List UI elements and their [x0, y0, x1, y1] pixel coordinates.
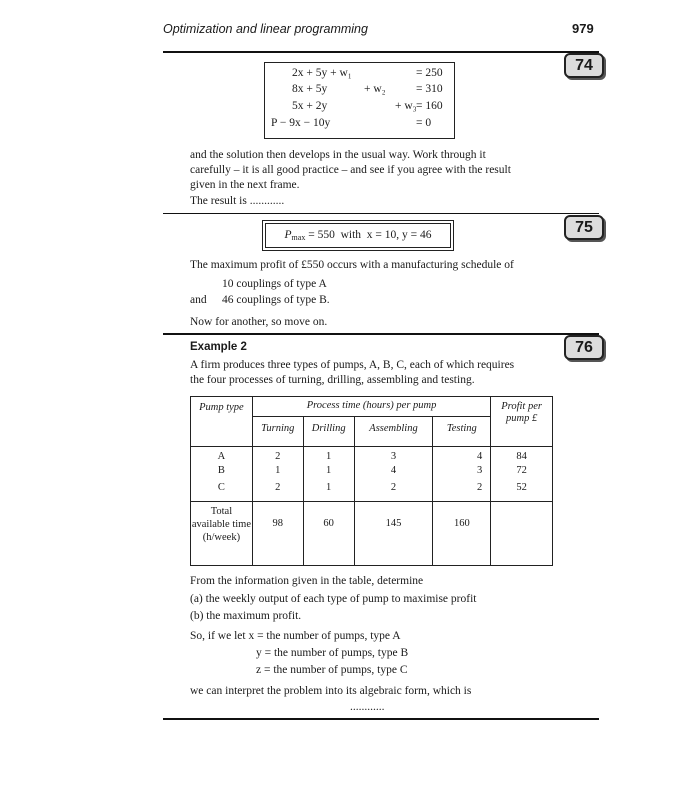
- profit-cell: 72: [491, 465, 553, 482]
- paragraph-line: given in the next frame.: [190, 179, 300, 191]
- pump-type-cell: A: [191, 447, 253, 465]
- pump-type-cell: B: [191, 465, 253, 482]
- total-available-label: Total available time (h/week): [191, 502, 253, 566]
- result-p: P: [284, 229, 292, 241]
- equation-2-slack: + w₂: [364, 83, 386, 95]
- testing-cell: 3: [433, 465, 491, 482]
- process-time-table: [190, 396, 553, 566]
- equation-1-lhs: 2x + 5y + w₁: [292, 67, 352, 79]
- assembling-cell: 3: [354, 447, 433, 465]
- profit-cell: 52: [491, 482, 553, 502]
- intro-line: the four processes of turning, drilling, assembling and testing.: [190, 374, 475, 386]
- header-turning: Turning: [252, 417, 303, 447]
- equation-4-lhs: P − 9x − 10y: [271, 117, 331, 129]
- schedule-line: The maximum profit of £550 occurs with a manufacturing schedule of: [190, 259, 514, 271]
- frame-divider-74: [163, 51, 599, 53]
- schedule-item-a: 10 couplings of type A: [222, 278, 327, 290]
- table-row: [191, 447, 553, 465]
- paragraph-line: and the solution then develops in the usual way. Work through it: [190, 149, 486, 161]
- move-on-line: Now for another, so move on.: [190, 316, 328, 328]
- total-profit-empty: [491, 502, 553, 566]
- frame-divider-76: [163, 333, 599, 335]
- testing-cell: 4: [433, 447, 491, 465]
- let-y: y = the number of pumps, type B: [256, 647, 409, 659]
- total-drilling: 60: [303, 502, 354, 566]
- drilling-cell: 1: [303, 465, 354, 482]
- page-number: 979: [572, 21, 594, 36]
- intro-line: A firm produces three types of pumps, A, B, C, each of which requires: [190, 359, 515, 371]
- equation-4-rhs: = 0: [416, 117, 432, 129]
- header-pump-type: Pump type: [191, 397, 253, 447]
- frame-end-divider: [163, 718, 599, 720]
- header-profit: Profit per pump £: [491, 397, 553, 447]
- profit-cell: 84: [491, 447, 553, 465]
- let-x: So, if we let x = the number of pumps, type A: [190, 630, 401, 642]
- let-z: z = the number of pumps, type C: [256, 664, 408, 676]
- equation-3-slack: + w₃: [395, 100, 417, 112]
- frame-badge-76: 76: [564, 335, 604, 360]
- running-header-title: Optimization and linear programming: [163, 22, 368, 36]
- turning-cell: 2: [252, 447, 303, 465]
- part-a: (a) the weekly output of each type of pump to maximise profit: [190, 593, 477, 605]
- assembling-cell: 2: [354, 482, 433, 502]
- answer-dots: ............: [350, 701, 385, 713]
- determine-line: From the information given in the table, determine: [190, 575, 424, 587]
- drilling-cell: 1: [303, 447, 354, 465]
- result-prompt: The result is ............: [190, 195, 285, 207]
- totals-row: [191, 502, 553, 566]
- assembling-cell: 4: [354, 465, 433, 482]
- and-word: and: [190, 294, 207, 306]
- turning-cell: 1: [252, 465, 303, 482]
- testing-cell: 2: [433, 482, 491, 502]
- total-assembling: 145: [354, 502, 433, 566]
- total-turning: 98: [252, 502, 303, 566]
- frame-divider-75: [163, 213, 599, 214]
- equation-2-lhs: 8x + 5y: [292, 83, 328, 95]
- header-assembling: Assembling: [354, 417, 433, 447]
- total-testing: 160: [433, 502, 491, 566]
- header-testing: Testing: [433, 417, 491, 447]
- pump-type-cell: C: [191, 482, 253, 502]
- example-title: Example 2: [190, 341, 247, 353]
- schedule-item-b: 46 couplings of type B.: [222, 294, 330, 306]
- equation-2-rhs: = 310: [416, 83, 443, 95]
- drilling-cell: 1: [303, 482, 354, 502]
- table-row: [191, 482, 553, 502]
- header-process-time: Process time (hours) per pump: [252, 397, 490, 417]
- equation-3-rhs: = 160: [416, 100, 443, 112]
- table-row: [191, 465, 553, 482]
- frame-badge-75: 75: [564, 215, 604, 240]
- interpret-line: we can interpret the problem into its algebraic form, which is: [190, 685, 472, 697]
- equation-box: [264, 62, 455, 139]
- part-b: (b) the maximum profit.: [190, 610, 302, 622]
- frame-badge-74: 74: [564, 53, 604, 78]
- result-subscript: max: [291, 233, 306, 242]
- equation-3-lhs: 5x + 2y: [292, 100, 328, 112]
- header-drilling: Drilling: [303, 417, 354, 447]
- equation-1-rhs: = 250: [416, 67, 443, 79]
- result-text: = 550 with x = 10, y = 46: [305, 229, 432, 241]
- turning-cell: 2: [252, 482, 303, 502]
- paragraph-line: carefully – it is all good practice – and see if you agree with the result: [190, 164, 511, 176]
- result-box: [265, 223, 451, 248]
